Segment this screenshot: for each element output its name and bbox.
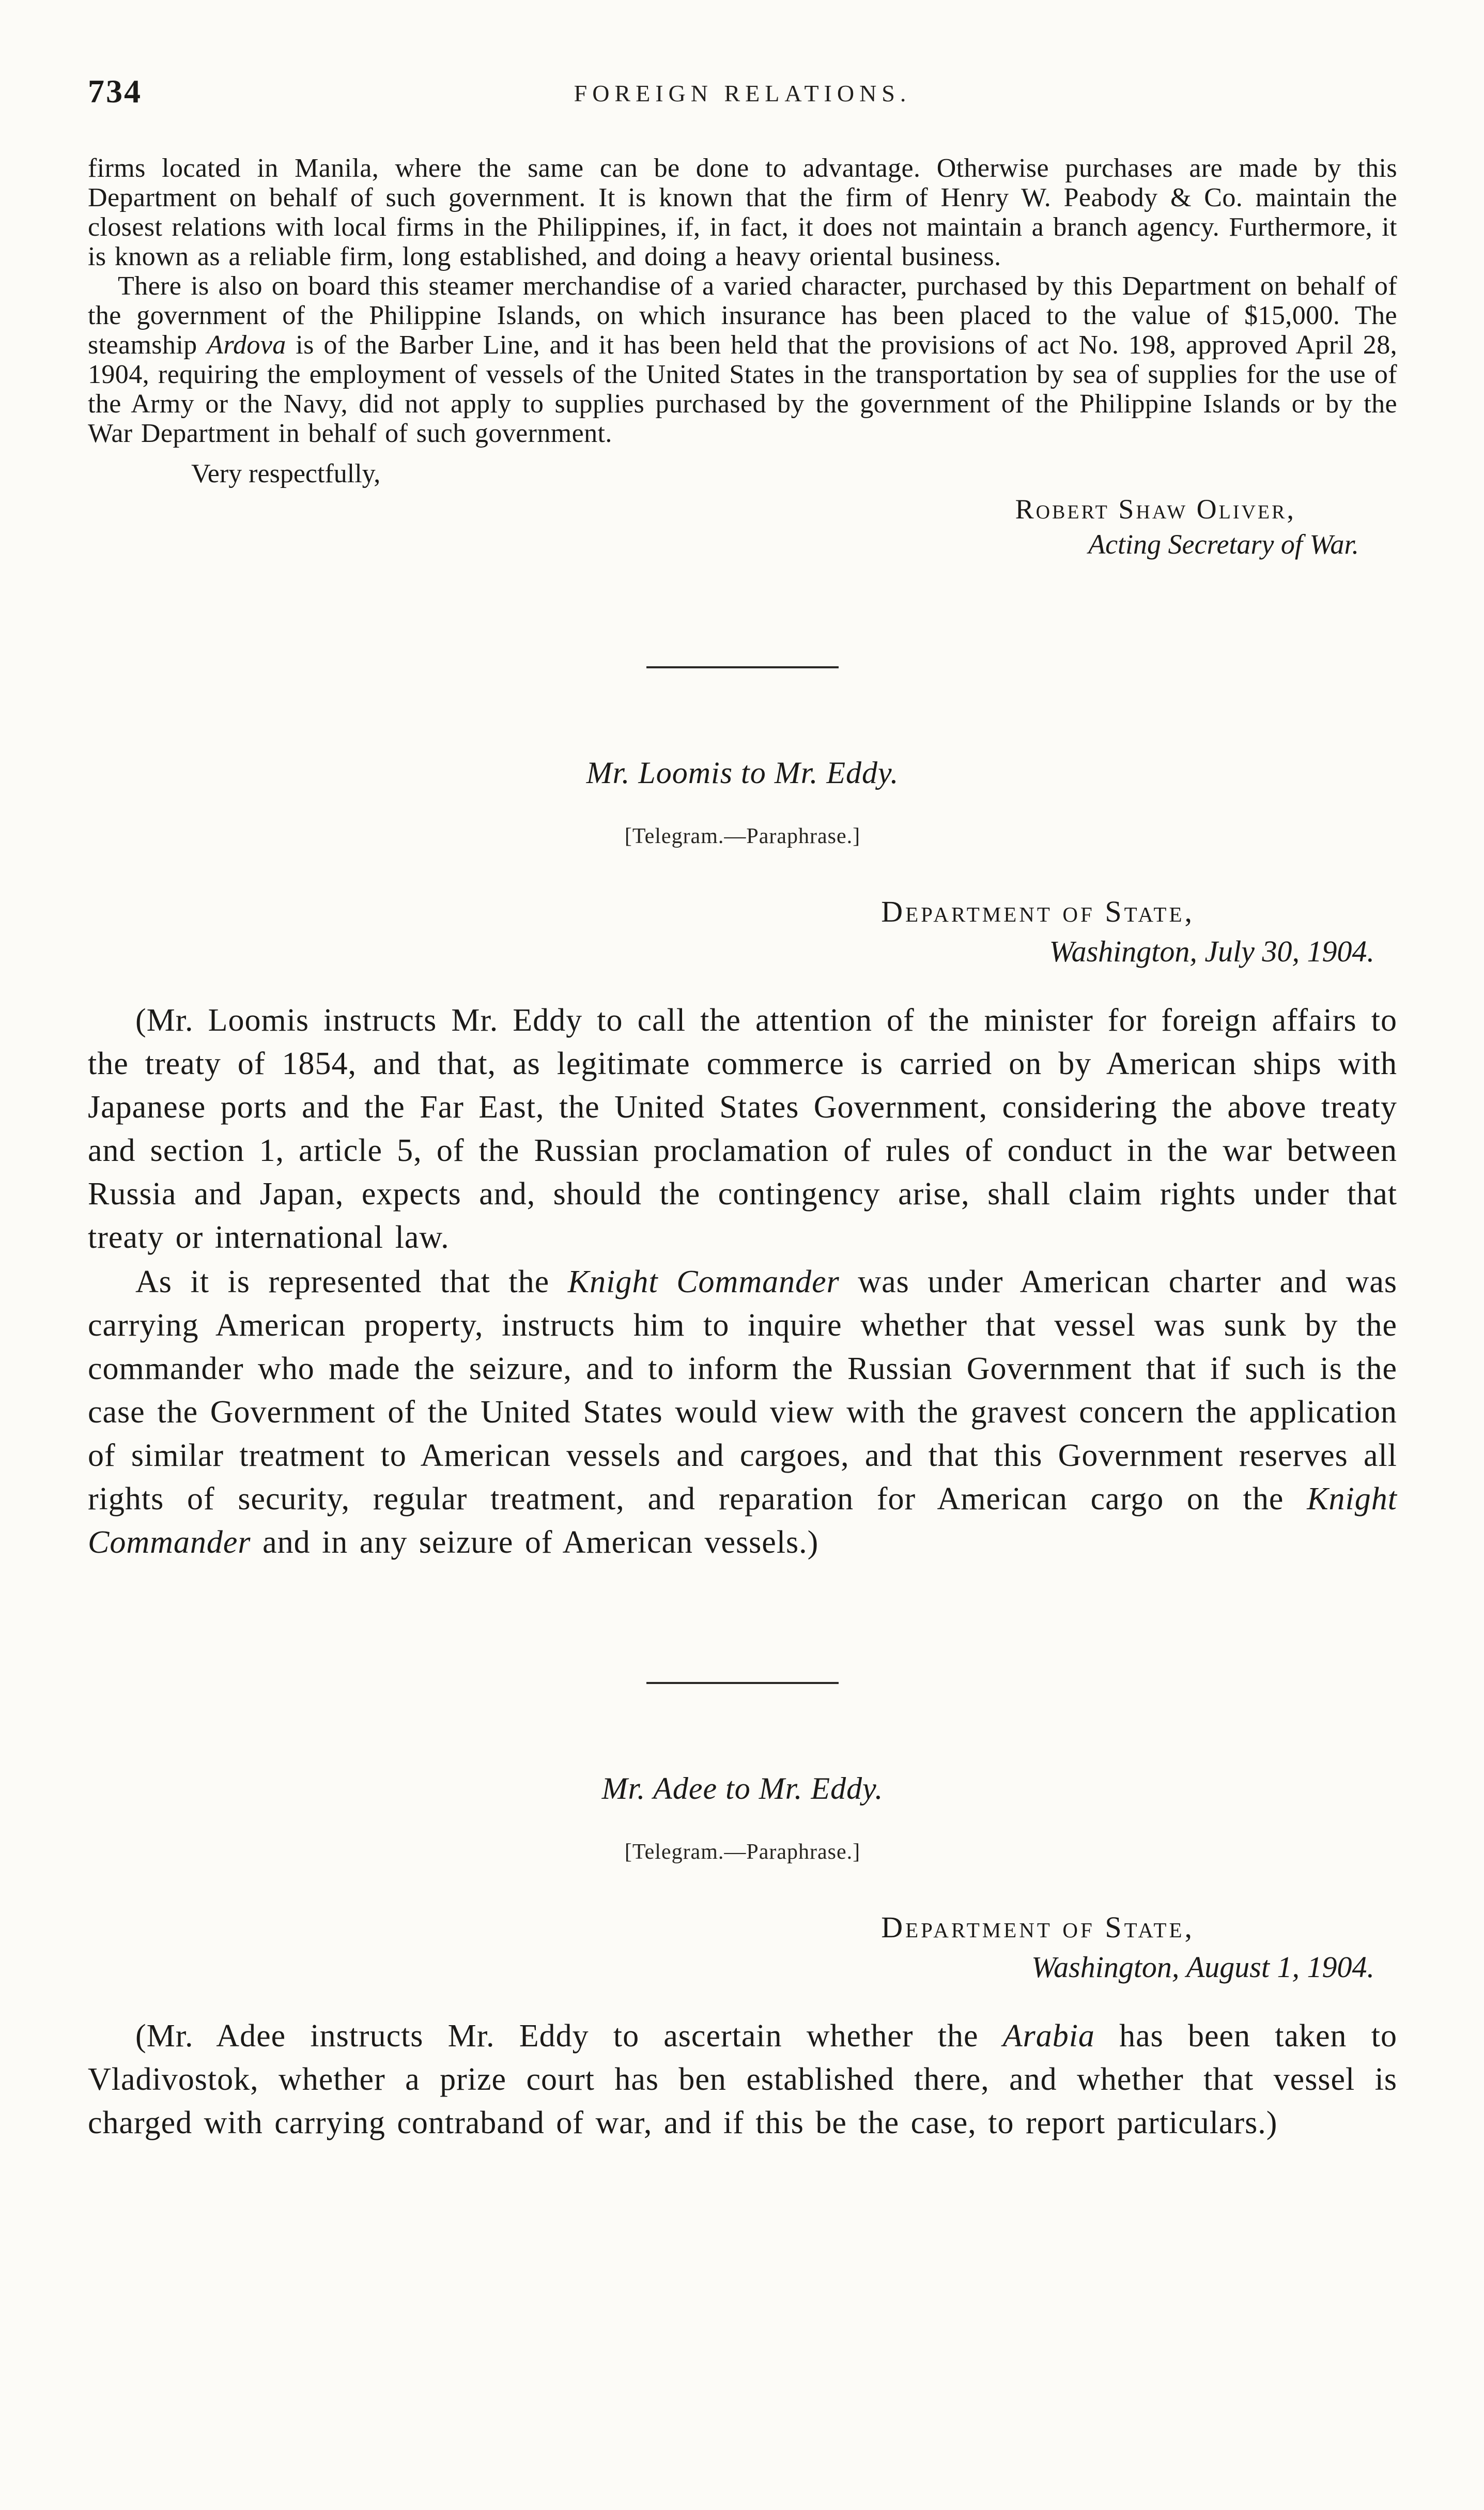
section-divider bbox=[646, 1682, 839, 1684]
signature-name: Robert Shaw Oliver, bbox=[1015, 494, 1296, 525]
letterhead bbox=[88, 894, 1397, 969]
page-header bbox=[88, 72, 1397, 121]
telegram-note: [Telegram.—Paraphrase.] bbox=[624, 1840, 861, 1864]
report-section bbox=[88, 154, 1397, 560]
page-number: 734 bbox=[88, 73, 142, 110]
adee-telegram-section bbox=[88, 1771, 1397, 2145]
report-paragraph: There is also on board this steamer merchandise of a varied character, purchased by this Department on behalf of the government of the Philippine Islands, on which insurance has been placed to the value of $15,000. The steamship Ardova is of the Barber Line, and it has been held that the provisions of act No. 198, approved April 28, 1904, requiring the employment of vessels of the United States in the transportation by sea of supplies for the use of the Army or the Navy, did not apply to supplies purchased by the government of the Philippine Islands or by the War Department in behalf of such government. bbox=[88, 271, 1398, 448]
section-divider bbox=[646, 666, 839, 668]
telegram-paragraph: As it is represented that the Knight Commander was under American charter and was carrying American property, instructs him to inquire whether that vessel was sunk by the commander who made the seizure, and to inform the Russian Government that if such is the case the Government of the United States would view with the gravest concern the application of similar treatment to American vessels and cargoes, and that this Government reserves all rights of security, regular treatment, and reparation for American cargo on the Knight Commander and in any seizure of American vessels.) bbox=[88, 1264, 1397, 1560]
letterhead bbox=[88, 1910, 1397, 1984]
telegram-note: [Telegram.—Paraphrase.] bbox=[624, 824, 861, 848]
valediction: Very respectfully, bbox=[191, 459, 381, 488]
telegram-paragraph: (Mr. Adee instructs Mr. Eddy to ascertain whether the Arabia has been taken to Vladivostok, whether a prize court has ben established there, and whether that vessel is charged with carrying contraband of war, and if this be the case, to report particulars.) bbox=[88, 2018, 1398, 2140]
dateline: Washington, August 1, 1904. bbox=[1031, 1950, 1374, 1984]
letter-heading: Mr. Adee to Mr. Eddy. bbox=[601, 1771, 884, 1805]
loomis-telegram-section bbox=[88, 755, 1397, 1564]
department-line: Department of State, bbox=[881, 1910, 1195, 1944]
report-paragraph: firms located in Manila, where the same can be done to advantage. Otherwise purchases are made by this Department on behalf of such government. It is known that the firm of Henry W. Peabody & Co. maintain the closest relations with local firms in the Philippines, if, in fact, it does not maintain a branch agency. Furthermore, it is known as a reliable firm, long established, and doing a heavy oriental business. bbox=[88, 154, 1397, 271]
signature-block bbox=[88, 493, 1397, 560]
running-head: FOREIGN RELATIONS. bbox=[574, 80, 911, 106]
letter-heading: Mr. Loomis to Mr. Eddy. bbox=[586, 756, 899, 790]
department-line: Department of State, bbox=[881, 895, 1195, 928]
dateline: Washington, July 30, 1904. bbox=[1049, 935, 1374, 968]
telegram-paragraph: (Mr. Loomis instructs Mr. Eddy to call the attention of the minister for foreign affairs to the treaty of 1854, and that, as legitimate commerce is carried on by American ships with Japanese ports and the Far East, the United States Government, considering the above treaty and section 1, article 5, of the Russian proclamation of rules of conduct in the war between Russia and Japan, expects and, should the contingency arise, shall claim rights under that treaty or international law. bbox=[88, 1003, 1397, 1255]
signature-title: Acting Secretary of War. bbox=[1088, 529, 1359, 560]
